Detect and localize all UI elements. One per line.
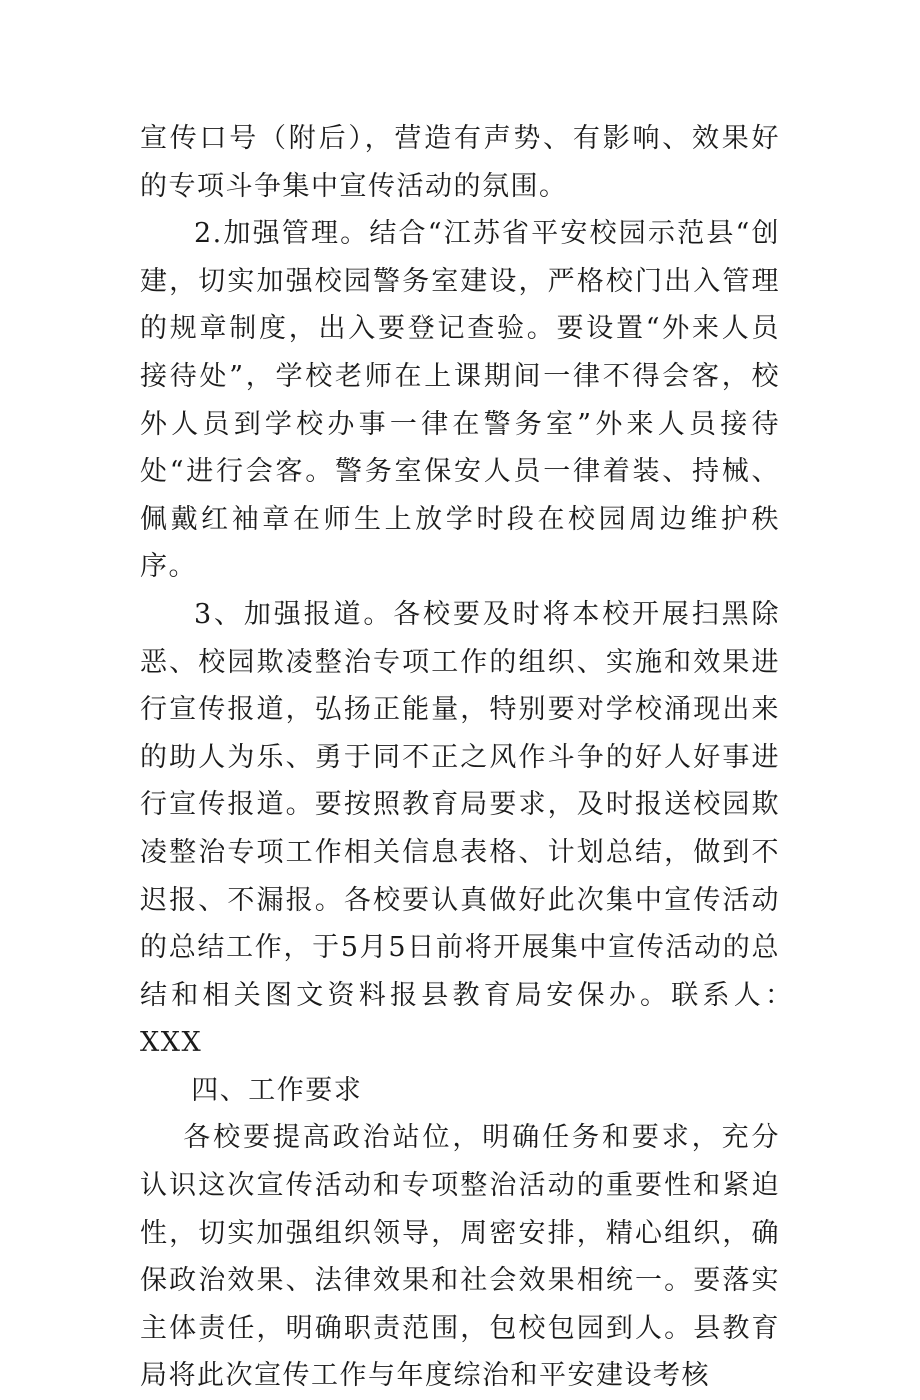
paragraph-strengthen-reporting: 3、加强报道。各校要及时将本校开展扫黑除恶、校园欺凌整治专项工作的组织、实施和效果进行宣传报道，弘扬正能量，特别要对学校涌现出来的助人为乐、勇于同不正之风作斗争的好人好事进行宣传报道。要按照教育局要求，及时报送校园欺凌整治专项工作相关信息表格、计划总结，做到不迟报、不漏报。各校要认真做好此次集中宣传活动的总结工作，于5月5日前将开展集中宣传活动的总结和相关图文资料报县教育局安保办。联系人： XXX bbox=[140, 598, 809, 1059]
paragraph-work-requirements: 各校要提高政治站位，明确任务和要求，充分认识这次宣传活动和专项整治活动的重要性和紧迫性，切实加强组织领导，周密安排，精心组织，确保政治效果、法律效果和社会效果相统一。要落实主体责任，明确职责范围，包校包园到人。县教育局将此次宣传工作与年度综治和平安建设考核 bbox=[140, 1122, 780, 1392]
paragraph-strengthen-management: 2.加强管理。结合“江苏省平安校园示范县“创建，切实加强校园警务室建设，严格校门出入管理的规章制度，出入要登记查验。要设置“外来人员接待处”，学校老师在上课期间一律不得会客，校外人员到学校办事一律在警务室”外来人员接待处“进行会客。警务室保安人员一律着装、持械、佩戴红袖章在师生上放学时段在校园周边维护秩序。 bbox=[140, 218, 780, 583]
paragraph-slogan-continuation: 宣传口号（附后），营造有声势、有影响、效果好的专项斗争集中宣传活动的氛围。 bbox=[140, 123, 780, 202]
section-heading-work-requirements: 四、工作要求 bbox=[191, 1074, 363, 1106]
document-body bbox=[140, 115, 809, 1400]
